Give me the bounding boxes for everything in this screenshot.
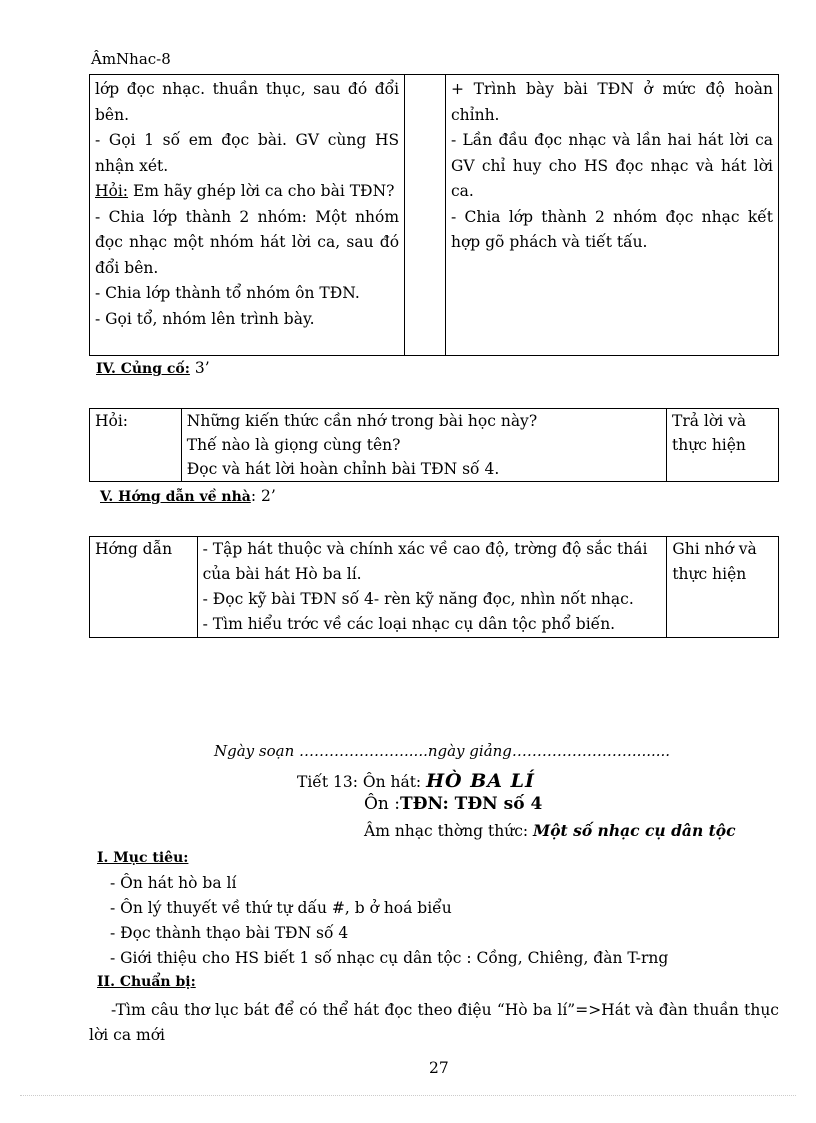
- music-theory-title: Một số nhạc cụ dân tộc: [533, 821, 736, 840]
- review-content-cell: [181, 409, 666, 482]
- table1-left-line: - Chia lớp thành tổ nhóm ôn TĐN.: [95, 284, 360, 302]
- review-line: Đọc và hát lời hoàn chỉnh bài TĐN số 4.: [186, 460, 500, 478]
- section-1-title: I. Mục tiêu:: [97, 850, 189, 866]
- section-2-title: II. Chuẩn bị:: [97, 974, 196, 990]
- review-line: Thế nào là giọng cùng tên?: [186, 436, 401, 454]
- section-1-heading: [97, 848, 188, 866]
- objective-item: - Ôn hát hò ba lí: [110, 874, 237, 892]
- lesson-title: [297, 770, 535, 792]
- question-text: Em hãy ghép lời ca cho bài TĐN?: [128, 182, 395, 200]
- objective-item: - Đọc thành thạo bài TĐN số 4: [110, 924, 349, 942]
- review-label-cell: Hỏi:: [90, 409, 182, 482]
- section-4-time: 3’: [189, 359, 210, 377]
- table1-left-line: lớp đọc nhạc. thuần thục, sau đó đổi bên.: [95, 80, 400, 124]
- tiet-label: Tiết 13: Ôn hát:: [297, 773, 427, 791]
- activity-table: [89, 74, 779, 356]
- review-response-cell: [667, 409, 779, 482]
- homework-content-cell: [197, 537, 667, 638]
- objectives-list: [110, 871, 668, 971]
- objective-item: - Ôn lý thuyết về thứ tự dấu #, b ở hoá biểu: [110, 899, 452, 917]
- table1-left-line: - Gọi 1 số em đọc bài. GV cùng HS nhận xét.: [95, 131, 400, 175]
- section-2-heading: [97, 972, 196, 990]
- review-line: Những kiến thức cần nhớ trong bài học này?: [186, 412, 538, 430]
- song-title: HÒ BA LÍ: [426, 770, 535, 792]
- page-bottom-rule: [20, 1095, 796, 1096]
- homework-label-cell: Hớng dẫn: [90, 537, 198, 638]
- homework-line: - Tập hát thuộc và chính xác về cao độ, trờng độ sắc thái: [202, 540, 648, 558]
- homework-line: - Đọc kỹ bài TĐN số 4- rèn kỹ năng đọc, nhìn nốt nhạc.: [202, 590, 634, 608]
- tdn-line: [364, 794, 542, 814]
- page-number: 27: [429, 1059, 449, 1077]
- table1-right-line: - Chia lớp thành 2 nhóm đọc nhạc kết hợp gõ phách và tiết tấu.: [450, 207, 773, 251]
- preparation-body: -Tìm câu thơ lục bát để có thể hát đọc theo điệu “Hò ba lí”=>Hát và đàn thuần thục lời ca mới: [89, 1001, 779, 1044]
- table1-left-line: - Gọi tổ, nhóm lên trình bày.: [95, 309, 315, 328]
- table1-right-line: + Trình bày bài TĐN ở mức độ hoàn chỉnh.: [450, 80, 773, 124]
- preparation-text: [89, 998, 779, 1048]
- table1-left-line: - Chia lớp thành 2 nhóm: Một nhóm đọc nhạc một nhóm hát lời ca, sau đó đổi bên.: [95, 207, 400, 277]
- homework-line: của bài hát Hò ba lí.: [202, 565, 362, 583]
- section-4-title: IV. Củng cố:: [96, 361, 190, 377]
- homework-line: - Tìm hiểu trớc về các loại nhạc cụ dân tộc phổ biến.: [202, 615, 616, 633]
- section-4-heading: [96, 359, 210, 377]
- teacher-activity-cell: [90, 75, 405, 356]
- music-theory-line: [364, 821, 736, 840]
- review-table: [89, 408, 779, 482]
- table1-right-line: - Lần đầu đọc nhạc và lần hai hát lời ca GV chỉ huy cho HS đọc nhạc và hát lời ca.: [450, 131, 773, 200]
- student-activity-cell: [445, 75, 778, 356]
- homework-response-line: thực hiện: [672, 565, 747, 583]
- homework-table: [89, 536, 779, 638]
- section-5-heading: [100, 487, 276, 505]
- question-line: [95, 179, 399, 205]
- homework-response-line: Ghi nhớ và: [672, 540, 757, 558]
- music-theory-prefix: Âm nhạc thờng thức:: [364, 822, 534, 840]
- section-5-time: : 2’: [250, 487, 276, 505]
- review-response-line: thực hiện: [672, 436, 746, 454]
- page-header: ÂmNhac-8: [91, 50, 171, 68]
- time-cell: [405, 75, 446, 356]
- tdn-title: TĐN: TĐN số 4: [400, 794, 543, 814]
- objective-item: - Giới thiệu cho HS biết 1 số nhạc cụ dân tộc : Cồng, Chiêng, đàn T-rng: [110, 949, 669, 967]
- date-line: Ngày soạn ………………….....ngày giảng……………………........: [214, 742, 671, 760]
- question-label: Hỏi:: [95, 182, 129, 200]
- review-response-line: Trả lời và: [672, 412, 747, 430]
- tdn-prefix: Ôn :: [364, 794, 401, 814]
- homework-response-cell: [667, 537, 779, 638]
- section-5-title: V. Hớng dẫn về nhà: [100, 489, 251, 505]
